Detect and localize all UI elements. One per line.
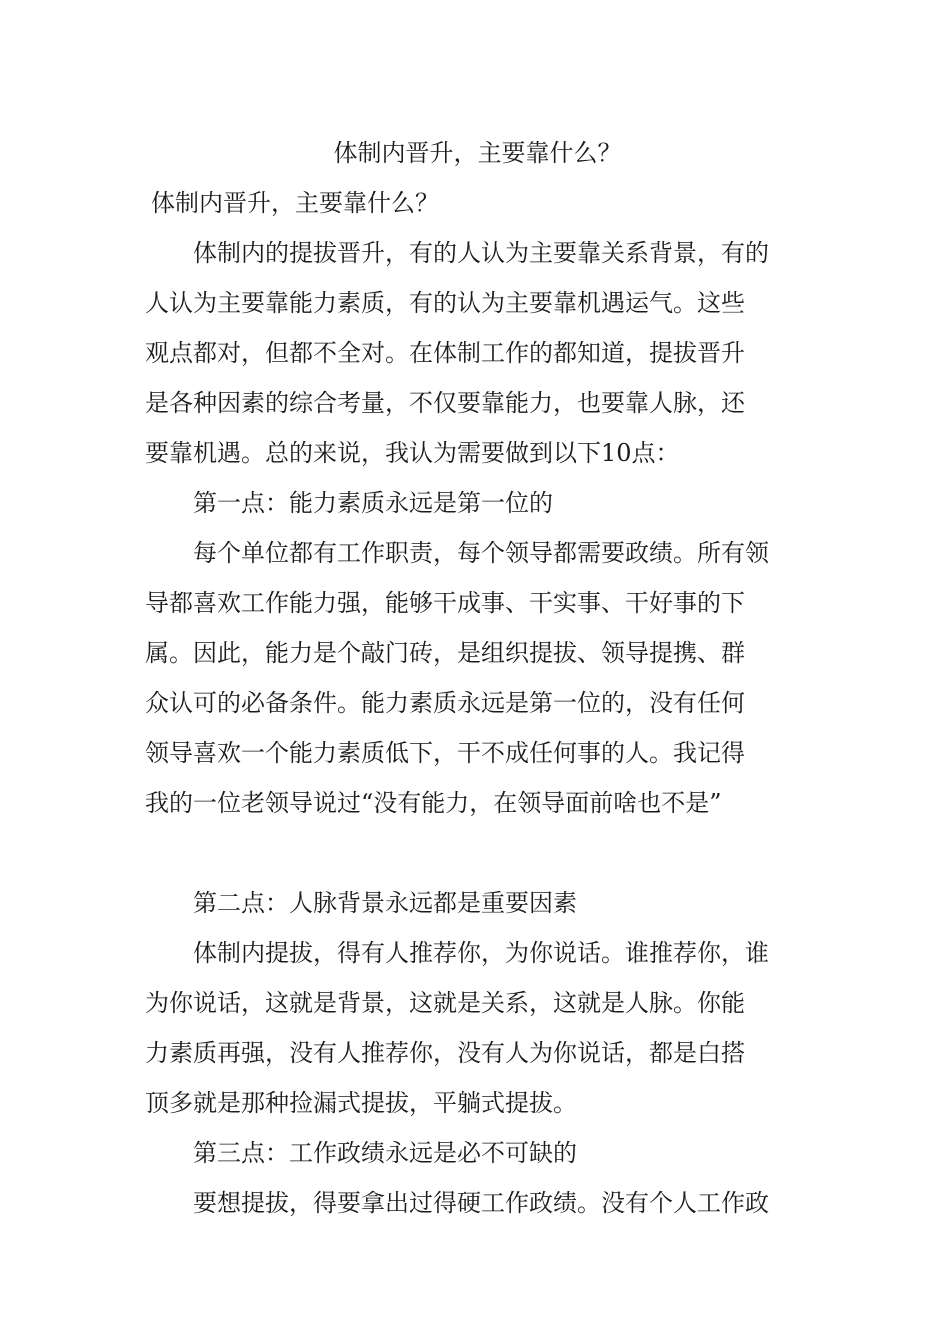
paragraph-line: 为你说话，这就是背景，这就是关系，这就是人脉。你能	[145, 989, 745, 1017]
paragraph-line: 力素质再强，没有人推荐你，没有人为你说话，都是白搭	[145, 1039, 745, 1067]
paragraph-line: 人认为主要靠能力素质，有的认为主要靠机遇运气。这些	[145, 289, 745, 317]
paragraph-line: 众认可的必备条件。能力素质永远是第一位的，没有任何	[145, 689, 745, 717]
section-heading-1: 第一点：能力素质永远是第一位的	[193, 489, 553, 517]
section-heading-3: 第三点：工作政绩永远是必不可缺的	[193, 1139, 577, 1167]
document-subtitle: 体制内晋升，主要靠什么？	[151, 189, 439, 217]
document-title: 体制内晋升，主要靠什么？	[333, 139, 622, 167]
paragraph-line: 导都喜欢工作能力强，能够干成事、干实事、干好事的下	[145, 589, 745, 617]
paragraph-line: 属。因此，能力是个敲门砖，是组织提拔、领导提携、群	[145, 639, 745, 667]
paragraph-line: 我的一位老领导说过“没有能力，在领导面前啥也不是”	[145, 789, 722, 817]
paragraph-line: 要想提拔，得要拿出过得硬工作政绩。没有个人工作政	[193, 1189, 769, 1217]
paragraph-line: 顶多就是那种捡漏式提拔，平躺式提拔。	[145, 1089, 577, 1117]
section-heading-2: 第二点：人脉背景永远都是重要因素	[193, 889, 577, 917]
paragraph-line: 领导喜欢一个能力素质低下，干不成任何事的人。我记得	[145, 739, 745, 767]
paragraph-line: 体制内的提拔晋升，有的人认为主要靠关系背景，有的	[193, 239, 769, 267]
paragraph-line: 每个单位都有工作职责，每个领导都需要政绩。所有领	[193, 539, 769, 567]
paragraph-line: 要靠机遇。总的来说，我认为需要做到以下10点：	[145, 439, 680, 467]
document-body	[145, 128, 810, 1228]
paragraph-line: 体制内提拔，得有人推荐你，为你说话。谁推荐你，谁	[193, 939, 769, 967]
paragraph-gap	[145, 828, 810, 878]
paragraph-line: 是各种因素的综合考量，不仅要靠能力，也要靠人脉，还	[145, 389, 745, 417]
paragraph-line: 观点都对，但都不全对。在体制工作的都知道，提拔晋升	[145, 339, 745, 367]
